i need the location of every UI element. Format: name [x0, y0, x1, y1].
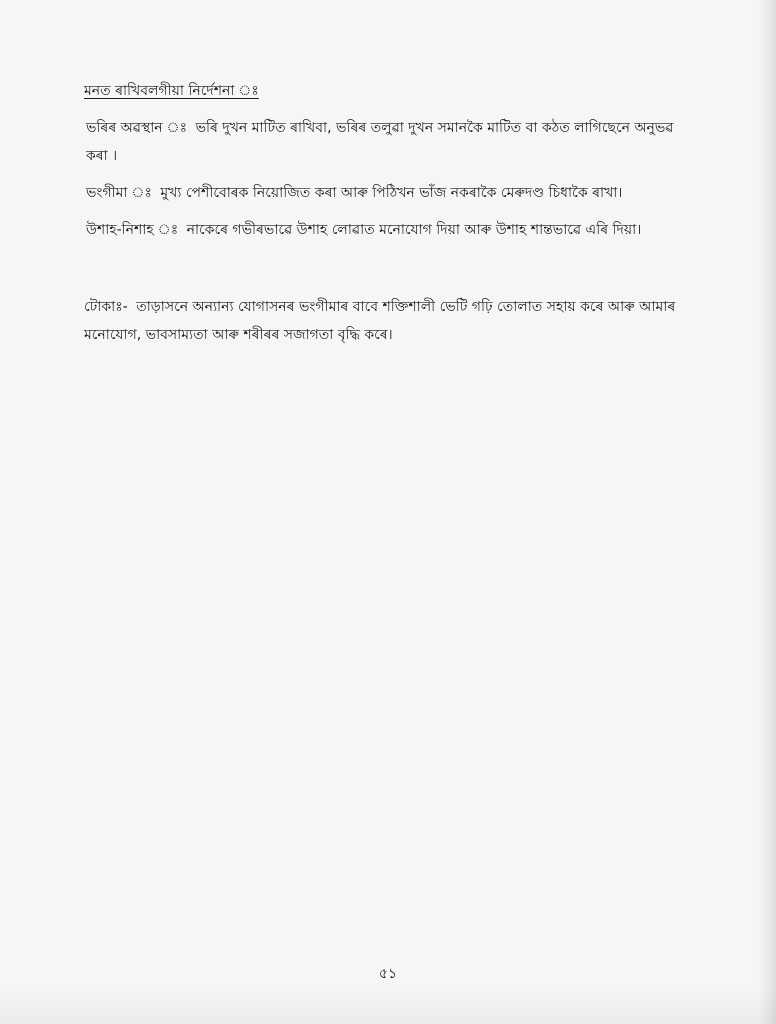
- paragraph-label: ভৰিৰ অৱস্থান ঃ: [86, 120, 188, 137]
- page-number: ৫১: [378, 966, 398, 982]
- paragraph-posture: [86, 180, 684, 207]
- paragraph-label: টোকাঃ-: [84, 299, 128, 316]
- paragraph-breathing: [86, 217, 684, 244]
- paragraph-label: উশাহ-নিশাহ ঃ: [86, 222, 179, 239]
- paragraph-text: তাড়াসনে অন্যান্য যোগাসনৰ ভংগীমাৰ বাবে শক্তিশালী ভেটি গঢ়ি তোলাত সহায় কৰে আৰু আমাৰ মনোযোগ, ভাবসাম্যতা আৰু শৰীৰৰ সজাগতা বৃদ্ধি কৰে।: [84, 299, 676, 343]
- paragraph-text: নাকেৰে গভীৰভাৱে উশাহ লোৱাত মনোযোগ দিয়া আৰু উশাহ শান্তভাৱে এৰি দিয়া।: [186, 222, 642, 239]
- section-heading: মনত ৰাখিবলগীয়া নির্দেশনা ঃ: [84, 83, 259, 99]
- paragraph-tip: [84, 294, 684, 349]
- page-content: [84, 78, 684, 359]
- paragraph-text: মুখ্য পেশীবোৰক নিয়োজিত কৰা আৰু পিঠিখন ভাঁজ নকৰাকৈ মেৰুদণ্ড চিধাকৈ ৰাখা।: [160, 184, 623, 201]
- paragraph-text: ভৰি দুখন মাটিত ৰাখিবা, ভৰিৰ তলুৱা দুখন সমানকৈ মাটিত বা কঠত লাগিছেনে অনুভৱ কৰা ।: [86, 120, 674, 164]
- paragraph-body-position: [86, 115, 684, 170]
- paragraph-label: ভংগীমা ঃ: [86, 184, 152, 201]
